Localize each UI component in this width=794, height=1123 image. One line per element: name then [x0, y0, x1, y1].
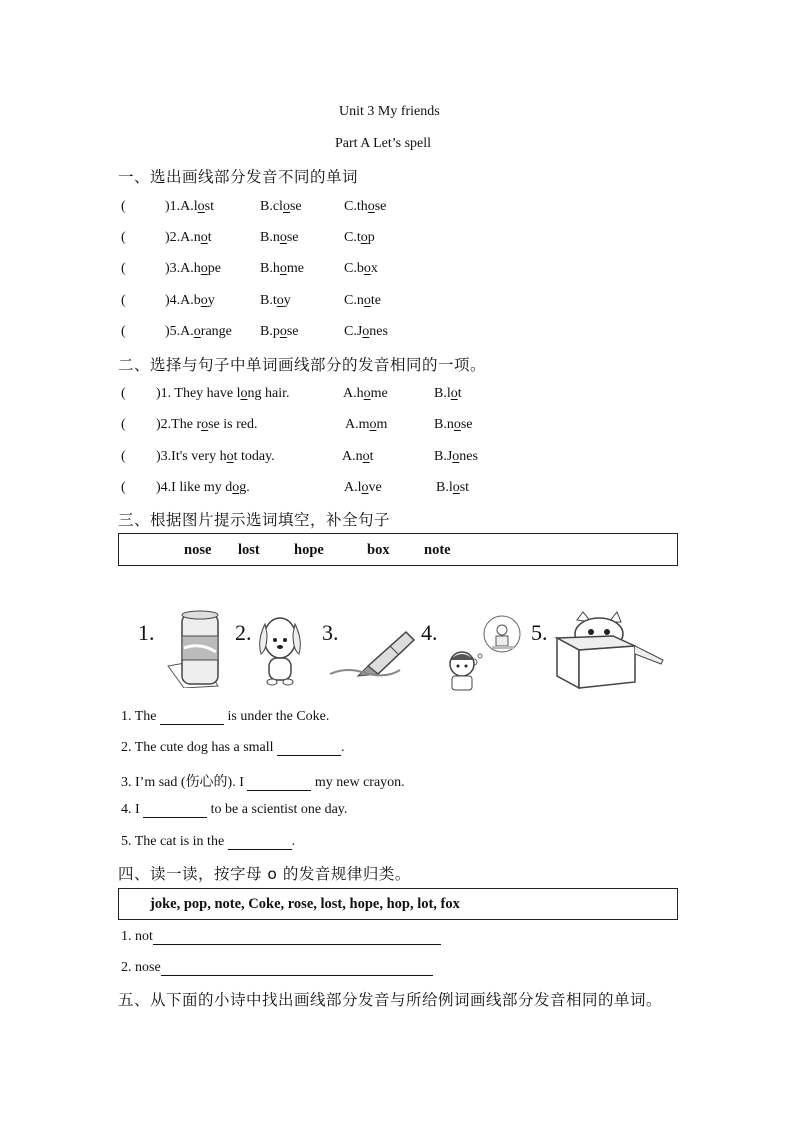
word-box-3: [118, 533, 678, 566]
option-b: B.nose: [260, 230, 299, 245]
option-b: B.toy: [260, 293, 291, 308]
option-c: C.box: [344, 261, 378, 276]
option-a: )2.A.not: [165, 230, 212, 245]
cat-in-box-picture: [553, 610, 667, 690]
pic-number: 5.: [531, 620, 548, 645]
option-b: B.lost: [436, 480, 470, 495]
option-a: A.home: [343, 386, 388, 401]
option-b: B.lot: [434, 386, 462, 401]
fill-sentence: 1. The is under the Coke.: [121, 709, 330, 724]
pic-number: 4.: [421, 620, 438, 645]
sort-row-2: [121, 960, 433, 976]
word-box-item: nose: [184, 542, 212, 558]
answer-blank[interactable]: [161, 961, 433, 976]
word-box-item: hope: [294, 542, 324, 558]
option-a: )1.A.lost: [165, 199, 215, 214]
sort-row-1: [121, 929, 441, 945]
answer-paren-open: (: [121, 293, 126, 308]
section-5-heading: 五、从下面的小诗中找出画线部分发音与所给例词画线部分发音相同的单词。: [118, 991, 663, 1009]
sentence: )3.It's very hot today.: [156, 449, 275, 464]
option-a: A.love: [344, 480, 382, 495]
sentence: )2.The rose is red.: [156, 417, 258, 432]
option-a: )4.A.boy: [165, 293, 215, 308]
option-b: B.nose: [434, 417, 473, 432]
boy-scientist-picture: [444, 612, 534, 692]
answer-blank[interactable]: [247, 776, 311, 791]
fill-sentence: 3. I’m sad (伤心的). I my new crayon.: [121, 775, 405, 790]
option-c: C.note: [344, 293, 381, 308]
option-a: )3.A.hope: [165, 261, 222, 276]
option-c: C.those: [344, 199, 387, 214]
word-box-list: joke, pop, note, Coke, rose, lost, hope, hop, lot, fox: [150, 896, 460, 912]
section-2-heading: 二、选择与句子中单词画线部分的发音相同的一项。: [118, 356, 487, 374]
option-b: B.Jones: [434, 449, 478, 464]
answer-paren-open: (: [121, 199, 126, 214]
sentence: )4.I like my dog.: [156, 480, 250, 495]
option-b: B.pose: [260, 324, 299, 339]
answer-paren-open: (: [121, 449, 126, 464]
sentence: )1. They have long hair.: [156, 386, 290, 401]
answer-blank[interactable]: [160, 710, 224, 725]
word-box-item: box: [367, 542, 390, 558]
fill-sentence: 4. I to be a scientist one day.: [121, 802, 348, 817]
fill-sentence: 5. The cat is in the .: [121, 834, 296, 849]
word-box-4: [118, 888, 678, 920]
section-4-heading: 四、读一读，按字母 o 的发音规律归类。: [118, 865, 411, 883]
word-box-item: note: [424, 542, 451, 558]
sort-label: 2. nose: [121, 960, 161, 975]
dog-picture: [255, 610, 305, 686]
answer-paren-open: (: [121, 230, 126, 245]
option-b: B.close: [260, 199, 302, 214]
option-a: A.not: [342, 449, 374, 464]
pic-number: 1.: [138, 620, 155, 645]
option-c: C.top: [344, 230, 375, 245]
option-b: B.home: [260, 261, 304, 276]
pic-number: 2.: [235, 620, 252, 645]
answer-paren-open: (: [121, 386, 126, 401]
answer-blank[interactable]: [153, 930, 441, 945]
page-subtitle: Part A Let’s spell: [335, 136, 432, 151]
option-a: A.mom: [345, 417, 388, 432]
section-1-heading: 一、选出画线部分发音不同的单词: [118, 168, 359, 186]
answer-blank[interactable]: [143, 803, 207, 818]
word-box-item: lost: [238, 542, 260, 558]
option-a: )5.A.orange: [165, 324, 232, 339]
pic-number: 3.: [322, 620, 339, 645]
crayon-picture: [328, 616, 418, 682]
sort-label: 1. not: [121, 929, 153, 944]
answer-blank[interactable]: [277, 741, 341, 756]
page-title: Unit 3 My friends: [339, 104, 440, 119]
answer-blank[interactable]: [228, 835, 292, 850]
option-c: C.Jones: [344, 324, 388, 339]
section-3-heading: 三、根据图片提示选词填空，补全句子: [118, 511, 391, 529]
answer-paren-open: (: [121, 324, 126, 339]
coke-note-picture: [160, 608, 226, 688]
answer-paren-open: (: [121, 261, 126, 276]
answer-paren-open: (: [121, 480, 126, 495]
fill-sentence: 2. The cute dog has a small .: [121, 740, 345, 755]
answer-paren-open: (: [121, 417, 126, 432]
